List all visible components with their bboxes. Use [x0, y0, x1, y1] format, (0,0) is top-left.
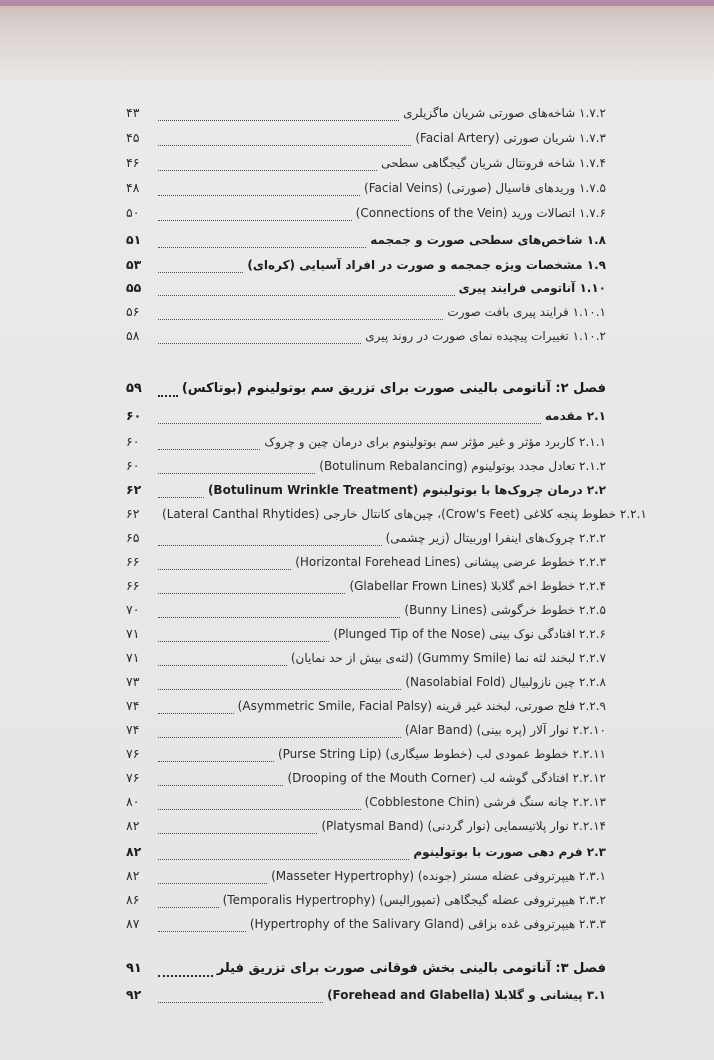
toc-entry-title: ۲.۲ درمان چروک‌ها با بوتولینوم (Botulinum Wrinkle Treatment) — [207, 483, 606, 497]
toc-page-number: ۷۰ — [126, 602, 140, 617]
toc-dot-leader — [158, 281, 455, 296]
toc-entry-title: ۲.۲.۲ چروک‌های اینفرا اوربیتال (زیر چشمی) — [385, 531, 606, 545]
toc-page-number: ۶۶ — [126, 554, 140, 569]
toc-row — [126, 274, 606, 296]
toc-page-number: ۸۶ — [126, 892, 140, 907]
toc-dot-leader — [158, 381, 178, 397]
toc-row — [126, 226, 606, 248]
toc-dot-leader — [158, 206, 352, 221]
toc-page-number: ۴۳ — [126, 105, 140, 120]
toc-dot-leader — [158, 233, 366, 248]
toc-entry-title: ۲.۱ مقدمه — [544, 409, 606, 423]
toc-row — [126, 99, 628, 121]
toc-row — [126, 174, 628, 196]
toc-row — [126, 548, 628, 570]
toc-row — [126, 910, 628, 932]
toc-dot-leader — [158, 651, 287, 666]
toc-dot-leader — [158, 819, 317, 834]
toc-entry-title: ۲.۲.۵ خطوط خرگوشی (Bunny Lines) — [404, 603, 606, 617]
toc-row — [126, 981, 606, 1003]
toc-row — [126, 764, 628, 786]
toc-page-number: ۷۴ — [126, 698, 140, 713]
toc-page-number: ۵۱ — [126, 232, 142, 247]
toc-row — [126, 149, 628, 171]
toc-entry-title: ۱.۷.۶ اتصالات ورید (Connections of the Vein) — [355, 206, 606, 220]
toc-page-number: ۴۸ — [126, 180, 140, 195]
toc-row — [126, 620, 628, 642]
toc-row — [126, 886, 628, 908]
toc-dot-leader — [158, 531, 382, 546]
toc-entry-title: ۲.۲.۱۳ چانه سنگ فرشی (Cobblestone Chin) — [364, 795, 606, 809]
toc-entry-title: ۱.۹ مشخصات ویژه جمجمه و صورت در افراد آسیایی (کره‌ای) — [247, 258, 606, 272]
toc-row — [126, 812, 628, 834]
toc-entry-title: ۲.۲.۱۲ افتادگی گوشه لب (Drooping of the Mouth Corner) — [287, 771, 606, 785]
toc-row — [126, 199, 628, 221]
toc-row — [126, 955, 606, 977]
toc-row — [126, 862, 628, 884]
toc-dot-leader — [158, 459, 315, 474]
toc-page-number: ۵۵ — [126, 280, 142, 295]
toc-page-number: ۸۲ — [126, 844, 142, 859]
toc-entry-title: ۲.۲.۷ لبخند لثه نما (Gummy Smile) (لثه‌ی بیش از حد نمایان) — [290, 651, 606, 665]
toc-row — [126, 375, 606, 397]
toc-page-number: ۴۵ — [126, 130, 140, 145]
toc-row — [126, 668, 628, 690]
toc-entry-title: ۲.۲.۸ چین نازولبیال (Nasolabial Fold) — [405, 675, 606, 689]
toc-dot-leader — [158, 156, 377, 171]
toc-dot-leader — [158, 795, 361, 810]
toc-dot-leader — [158, 747, 274, 762]
toc-dot-leader — [158, 435, 260, 450]
toc-entry-title: ۲.۲.۱۰ نوار آلار (پره بینی) (Alar Band) — [404, 723, 606, 737]
toc-page-number: ۷۶ — [126, 746, 140, 761]
toc-entry-title: ۱.۸ شاخص‌های سطحی صورت و جمجمه — [370, 233, 606, 247]
toc-page-number: ۴۶ — [126, 155, 140, 170]
toc-row — [126, 524, 628, 546]
toc-row — [126, 692, 628, 714]
toc-row — [126, 476, 606, 498]
toc-page-number: ۵۰ — [126, 205, 140, 220]
toc-row — [126, 428, 628, 450]
toc-entry-title: فصل ۲: آناتومی بالینی صورت برای تزریق سم بوتولینوم (بوتاکس) — [181, 381, 606, 396]
toc-entry-title: فصل ۳: آناتومی بالینی بخش فوقانی صورت برای تزریق فیلر — [216, 961, 606, 976]
toc-entry-title: ۱.۷.۵ وریدهای فاسیال (صورتی) (Facial Veins) — [364, 181, 606, 195]
toc-entry-title: ۲.۳.۲ هیپرتروفی عضله گیجگاهی (تمپورالیس) (Temporalis Hypertrophy) — [222, 893, 606, 907]
toc-dot-leader — [158, 131, 411, 146]
toc-row — [126, 740, 628, 762]
toc-dot-leader — [158, 181, 360, 196]
toc-row — [126, 500, 647, 522]
toc-dot-leader — [158, 106, 399, 121]
toc-dot-leader — [158, 917, 246, 932]
toc-dot-leader — [158, 675, 401, 690]
toc-page-number: ۶۰ — [126, 434, 140, 449]
toc-entry-title: ۲.۲.۴ خطوط اخم گلابلا (Glabellar Frown Lines) — [349, 579, 606, 593]
toc-page-number: ۷۶ — [126, 770, 140, 785]
toc-entry-title: ۲.۳.۳ هیپرتروفی غده بزاقی (Hypertrophy of the Salivary Gland) — [249, 917, 606, 931]
toc-page-number: ۶۵ — [126, 530, 140, 545]
toc-page-number: ۸۰ — [126, 794, 140, 809]
toc-entry-title: ۲.۲.۹ فلج صورتی، لبخند غیر قرینه (Asymmetric Smile, Facial Palsy) — [237, 699, 606, 713]
toc-row — [126, 788, 628, 810]
toc-page-number: ۵۹ — [126, 381, 142, 396]
toc-row — [126, 644, 628, 666]
toc-page-number: ۹۱ — [126, 961, 142, 976]
toc-dot-leader — [158, 988, 323, 1003]
toc-page-number: ۶۶ — [126, 578, 140, 593]
toc-row — [126, 572, 628, 594]
toc-page-number: ۷۴ — [126, 722, 140, 737]
toc-entry-title: ۱.۷.۴ شاخه فرونتال شریان گیجگاهی سطحی — [381, 156, 606, 170]
toc-entry-title: ۲.۲.۳ خطوط عرضی پیشانی (Horizontal Forehead Lines) — [295, 555, 606, 569]
toc-page-number: ۷۱ — [126, 650, 140, 665]
toc-page-number: ۵۸ — [126, 328, 140, 343]
toc-dot-leader — [158, 893, 219, 908]
toc-entry-title: ۲.۳ فرم دهی صورت با بوتولینوم — [413, 845, 606, 859]
toc-row — [126, 298, 628, 320]
toc-dot-leader — [158, 627, 329, 642]
toc-dot-leader — [158, 699, 234, 714]
toc-page-number: ۵۶ — [126, 304, 140, 319]
toc-entry-title: ۱.۷.۳ شریان صورتی (Facial Artery) — [415, 131, 606, 145]
toc-page-number: ۶۲ — [126, 482, 142, 497]
toc-entry-title: ۲.۱.۱ کاربرد مؤثر و غیر مؤثر سم بوتولینوم برای درمان چین و چروک — [264, 435, 606, 449]
toc-dot-leader — [158, 869, 267, 884]
toc-entry-title: ۲.۳.۱ هیپرتروفی عضله مستر (جونده) (Masseter Hypertrophy) — [271, 869, 606, 883]
toc-row — [126, 452, 628, 474]
toc-dot-leader — [158, 579, 345, 594]
toc-page-number: ۷۱ — [126, 626, 140, 641]
toc-entry-title: ۳.۱ پیشانی و گلابلا (Forehead and Glabella) — [327, 988, 606, 1002]
toc-page-number: ۶۰ — [126, 408, 142, 423]
toc-dot-leader — [158, 555, 291, 570]
toc-entry-title: ۲.۱.۲ تعادل مجدد بوتولینوم (Botulinum Rebalancing) — [319, 459, 606, 473]
toc-row — [126, 402, 606, 424]
toc-row — [126, 124, 628, 146]
toc-dot-leader — [158, 305, 443, 320]
toc-page-number: ۵۳ — [126, 257, 142, 272]
toc-entry-title: ۲.۲.۱۱ خطوط عمودی لب (خطوط سیگاری) (Purse String Lip) — [277, 747, 606, 761]
toc-entry-title: ۱.۱۰.۲ تغییرات پیچیده نمای صورت در روند پیری — [365, 329, 606, 343]
toc-page-number: ۹۲ — [126, 987, 142, 1002]
toc-entry-title: ۱.۱۰.۱ فرایند پیری بافت صورت — [447, 305, 606, 319]
toc-dot-leader — [158, 409, 541, 424]
toc-page-number: ۸۷ — [126, 916, 140, 931]
toc-dot-leader — [158, 723, 401, 738]
toc-dot-leader — [158, 845, 409, 860]
toc-row — [126, 838, 606, 860]
toc-entry-title: ۲.۲.۱ خطوط پنجه کلاغی (Crow's Feet)، چین‌های کانتال خارجی (Lateral Canthal Rhytides) — [162, 507, 647, 521]
toc-page-number: ۶۰ — [126, 458, 140, 473]
toc-entry-title: ۲.۲.۶ افتادگی نوک بینی (Plunged Tip of the Nose) — [333, 627, 606, 641]
toc-page-number: ۸۲ — [126, 818, 140, 833]
toc-entry-title: ۱.۷.۲ شاخه‌های صورتی شریان ماگزیلری — [403, 106, 606, 120]
toc-row — [126, 251, 606, 273]
toc-entry-title: ۲.۲.۱۴ نوار پلاتیسمایی (نوار گردنی) (Platysmal Band) — [321, 819, 606, 833]
toc-dot-leader — [158, 483, 204, 498]
toc-dot-leader — [158, 771, 283, 786]
toc-dot-leader — [158, 603, 400, 618]
toc-dot-leader — [158, 258, 243, 273]
toc-page-number: ۷۳ — [126, 674, 140, 689]
toc-page-number: ۶۲ — [126, 506, 140, 521]
toc-row — [126, 716, 628, 738]
toc-row — [126, 596, 628, 618]
toc-row — [126, 322, 628, 344]
toc-dot-leader — [158, 329, 361, 344]
toc-page-number: ۸۲ — [126, 868, 140, 883]
toc-dot-leader — [158, 961, 213, 977]
page-top-edge — [0, 0, 714, 86]
toc-entry-title: ۱.۱۰ آناتومی فرایند پیری — [458, 281, 606, 295]
